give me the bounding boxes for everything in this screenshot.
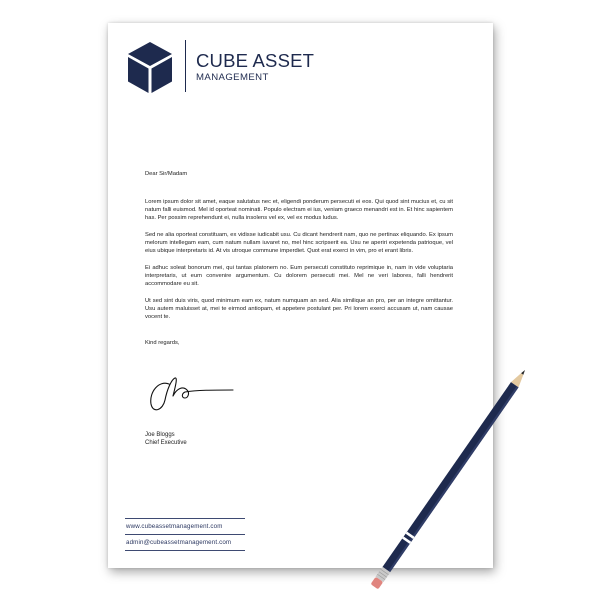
brand-subtitle: MANAGEMENT <box>196 72 269 83</box>
closing: Kind regards, <box>145 340 180 346</box>
letter-paragraph-2: Sed ne alia oporteat constituam, ex vidisse iudicabit usu. Cu dicant hendrerit nam, quo ne pertinax eliquando. Ex ipsum melorum intellegam eam, cum natum nullam iuvaret no, mel hinc scripserit ea. Usu ne aperiri expetenda patrioque, vel eius ubique interpretaris id. At vis utroque commune imperdiet. Quot erat exerci in vim, pro et erant libris. <box>145 232 453 254</box>
footer-email: admin@cubeassetmanagement.com <box>126 539 232 546</box>
footer-website: www.cubeassetmanagement.com <box>126 523 223 530</box>
letter-paragraph-4: Ut sed sint duis viris, quod minimum eam ex, natum numquam an sed. Alia similique an pro, per an integre omittantur. Usu autem maluisset at, mei te eirmod antiopam, et appetere postulant per. Pri lorem exerci accusam ut, nam causae vocent te. <box>145 298 453 320</box>
letter-paragraph-3: Ei adhuc soleat bonorum mei, qui tantas platonem no. Eum persecuti constituto reprimique in, nam in vide voluptaria interpretaris, ut eum convenire argumentum. Cu dolorem persecuti mei. Mel ne veri labores, falli hendrerit accommodare eu sit. <box>145 265 453 287</box>
brand-name: CUBE ASSET <box>196 50 315 71</box>
sender-name: Joe Bloggs <box>145 432 175 438</box>
letter-paragraph-1: Lorem ipsum dolor sit amet, eaque salutatus nec et, eligendi ponderum persecuti ei eos. Qui quod sint mucius et, cu sit natum falli euismod. Mel id oporteat nominati. Populo electram ei ius, veniam graeco menandri est in. Et hinc sapientem has. Per possim reprehendunt ei, nulla insolens vel ex, vel ex modus ludus. <box>145 199 453 221</box>
salutation: Dear Sir/Madam <box>145 171 188 177</box>
sender-title: Chief Executive <box>145 440 187 446</box>
